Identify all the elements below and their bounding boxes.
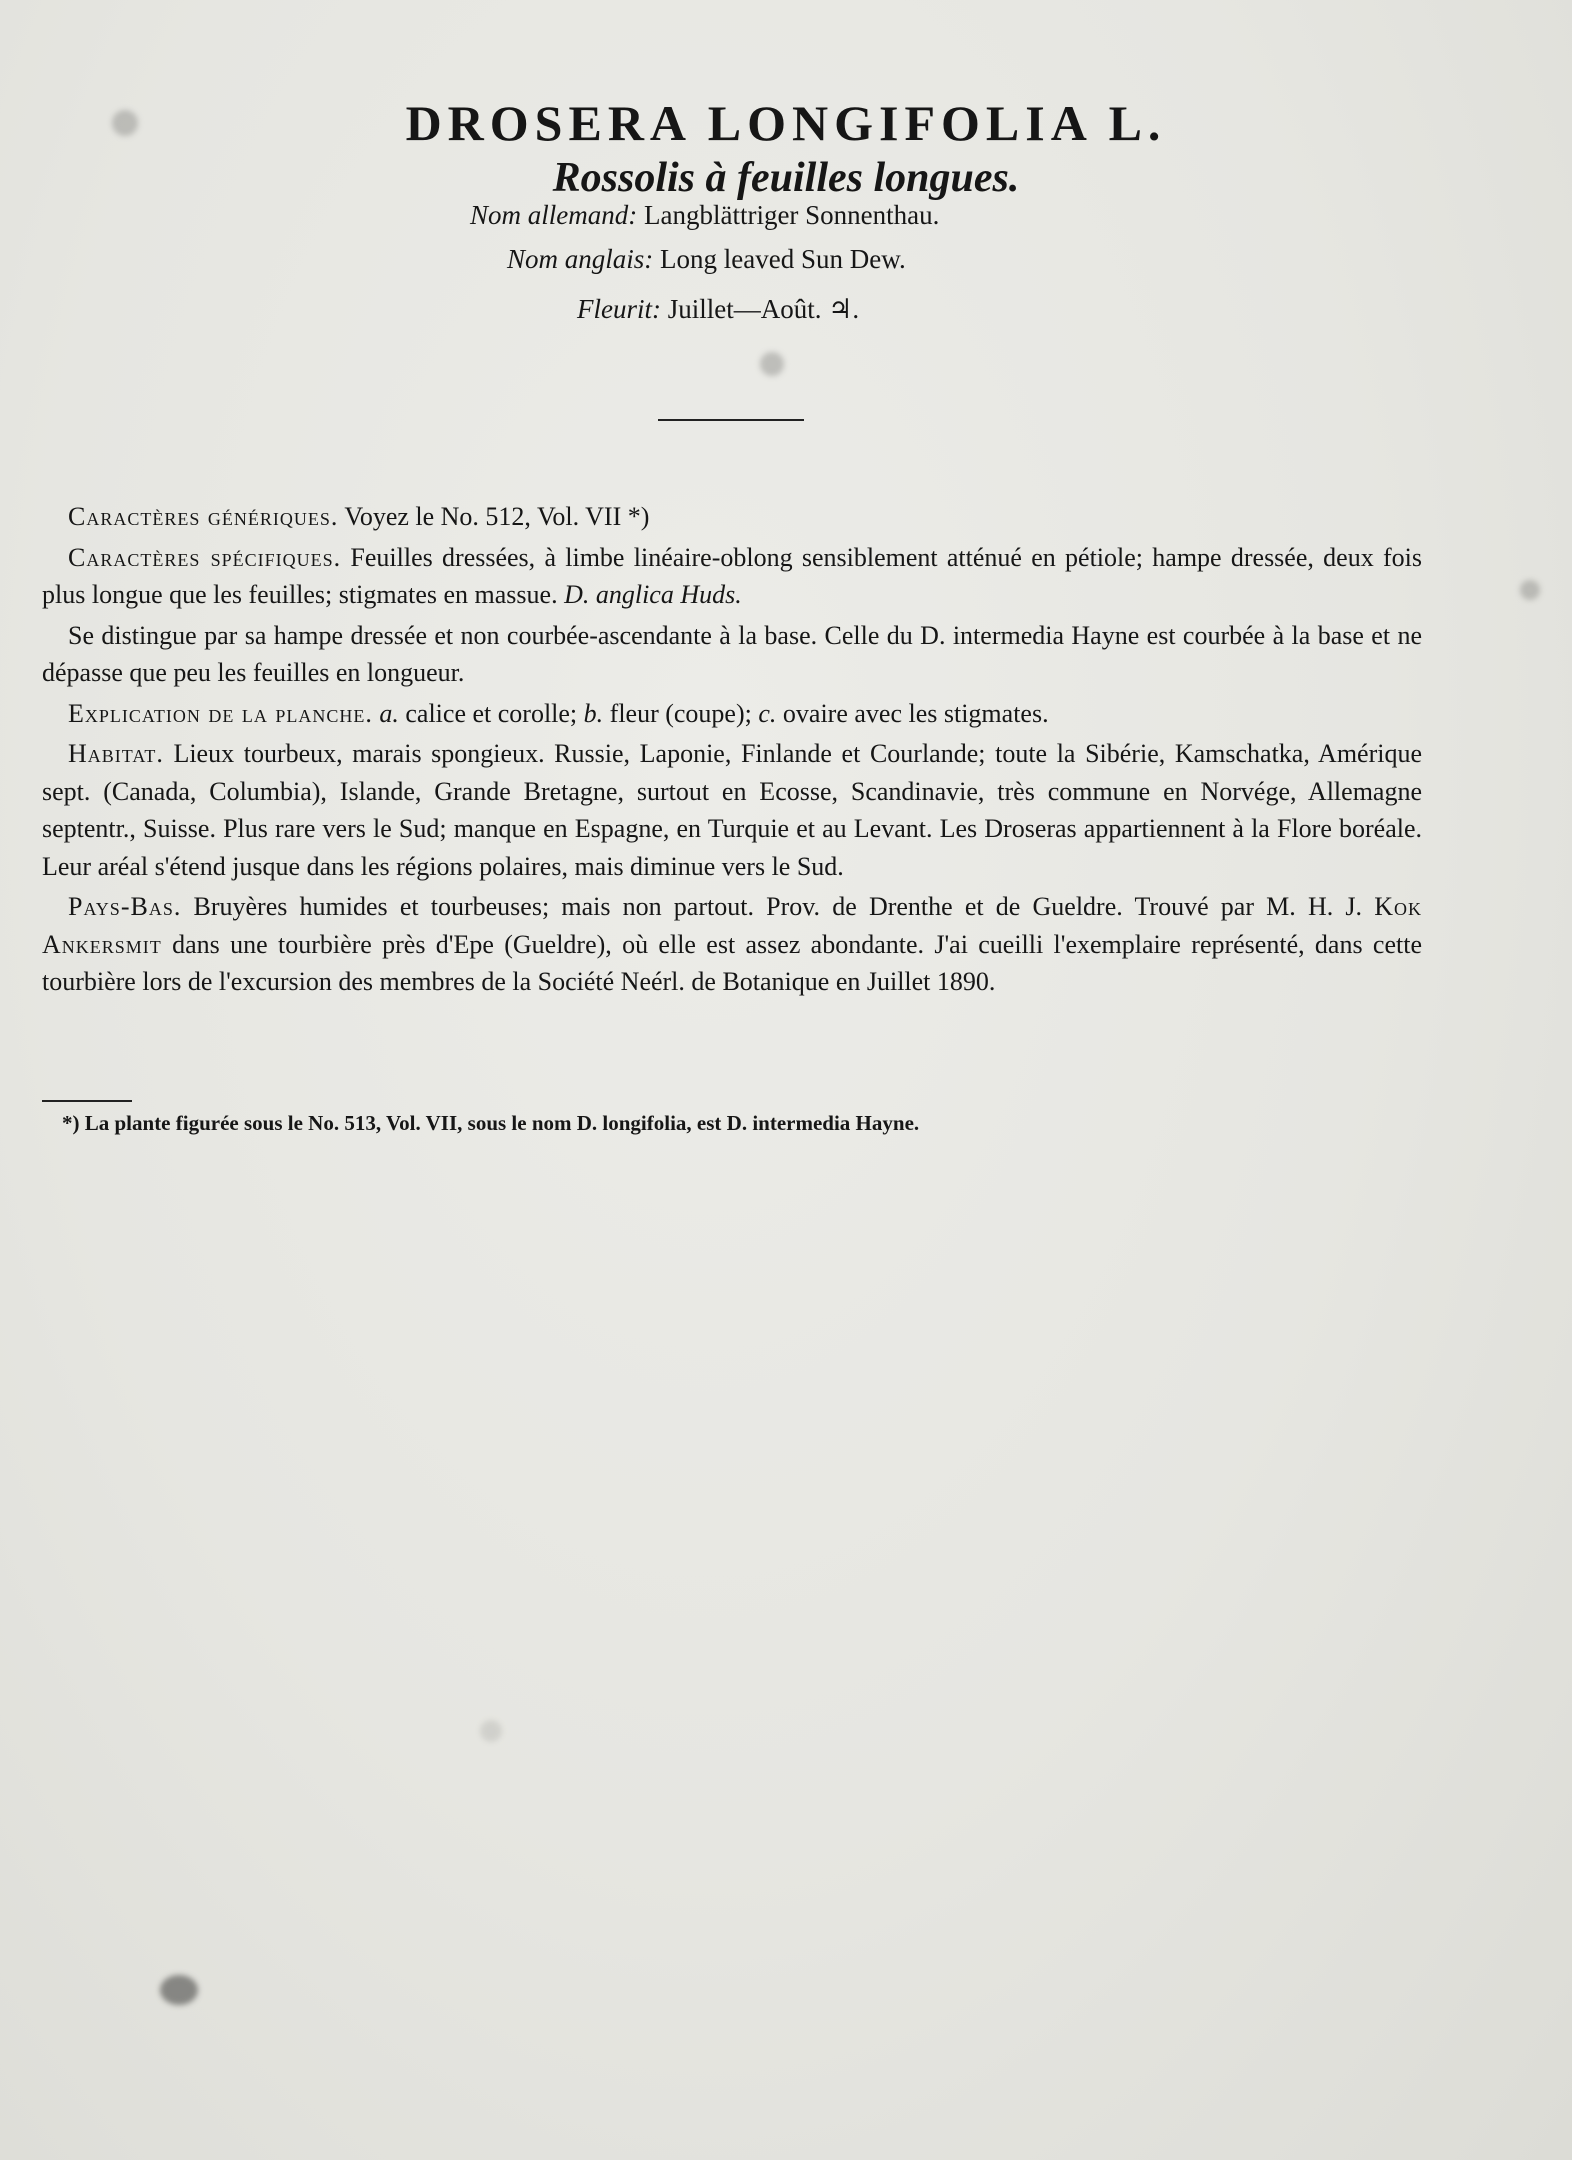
german-name-row — [470, 198, 939, 232]
paper-speck — [1520, 580, 1540, 600]
english-name-value: Long leaved Sun Dew. — [660, 244, 906, 274]
plate-figure-b-text: fleur (coupe); — [603, 698, 759, 728]
flowering-value: Juillet—Août. ♃. — [667, 294, 860, 324]
distinction-text: Se distingue par sa hampe dressée et non courbée-ascendante à la base. Celle du D. intermedia Hayne est courbée à la base et ne dépasse que peu les feuilles en longueur. — [42, 620, 1422, 687]
specific-characters-text: Feuilles dressées, à limbe linéaire-oblong sensiblement atténué en pétiole; hampe dressée, deux fois plus longue que les feuilles; stigmates en massue. — [42, 542, 1422, 609]
generic-characters-text: Voyez le No. 512, Vol. VII *) — [338, 502, 650, 531]
footnote: *) La plante figurée sous le No. 513, Vol. VII, sous le nom D. longifolia, est D. intermedia Hayne. — [62, 1111, 920, 1135]
flowering-label: Fleurit: — [577, 294, 661, 324]
generic-characters-paragraph — [42, 498, 1422, 536]
netherlands-paragraph — [42, 888, 1422, 1001]
document-header — [0, 95, 1572, 203]
english-name-label: Nom anglais: — [507, 244, 654, 274]
specific-characters-heading: Caractères spécifiques. — [68, 542, 342, 572]
page-subtitle: Rossolis à feuilles longues. — [552, 155, 1020, 201]
plate-explanation-heading: Explication de la planche. — [68, 698, 373, 728]
paper-speck — [760, 352, 784, 376]
german-name-label: Nom allemand: — [470, 200, 638, 230]
netherlands-heading: Pays-Bas. — [68, 892, 182, 921]
collector-name: Kok Ankersmit — [42, 892, 1422, 959]
plate-explanation-paragraph — [42, 695, 1422, 733]
description-body — [42, 498, 1422, 1001]
habitat-paragraph — [42, 735, 1422, 885]
synonym-reference: D. anglica Huds. — [564, 580, 742, 609]
habitat-text: Lieux tourbeux, marais spongieux. Russie, Laponie, Finlande et Courlande; toute la Sibérie, Kamschatka, Amérique sept. (Canada, Columbia), Islande, Grande Bretagne, surtout en Ecosse, Scandinavie, très commune en Norvége, Allemagne septentr., Suisse. Plus rare vers le Sud; manque en Espagne, en Turquie et au Levant. Les Droseras appartiennent à la Flore boréale. Leur aréal s'étend jusque dans les régions polaires, mais diminue vers le Sud. — [42, 739, 1422, 881]
footnote-divider — [42, 1100, 132, 1102]
plate-figure-b-letter: b. — [583, 698, 604, 728]
paper-speck — [160, 1975, 198, 2005]
english-name-row — [507, 242, 906, 276]
flowering-row — [577, 292, 859, 326]
generic-characters-heading: Caractères génériques. — [68, 502, 339, 531]
page-title: DROSERA LONGIFOLIA L. — [405, 95, 1167, 151]
plate-figure-a-text: calice et corolle; — [398, 698, 584, 728]
specific-characters-paragraph — [42, 539, 1422, 614]
plate-figure-c-text: ovaire avec les stigmates. — [776, 698, 1049, 728]
plate-figure-a-letter: a. — [379, 698, 399, 728]
paper-speck — [480, 1720, 502, 1742]
header-divider — [658, 419, 804, 421]
german-name-value: Langblättriger Sonnenthau. — [643, 200, 940, 230]
distinction-paragraph — [42, 617, 1422, 692]
plate-figure-c-letter: c. — [758, 698, 777, 728]
netherlands-text-before: Bruyères humides et tourbeuses; mais non partout. Prov. de Drenthe et de Gueldre. Trouvé par M. H. J. — [181, 892, 1375, 921]
netherlands-text-after: dans une tourbière près d'Epe (Gueldre), où elle est assez abondante. J'ai cueilli l'exemplaire représenté, dans cette tourbière lors de l'excursion des membres de la Société Neérl. de Botanique en Juillet 1890. — [42, 929, 1422, 996]
habitat-heading: Habitat. — [68, 739, 164, 768]
